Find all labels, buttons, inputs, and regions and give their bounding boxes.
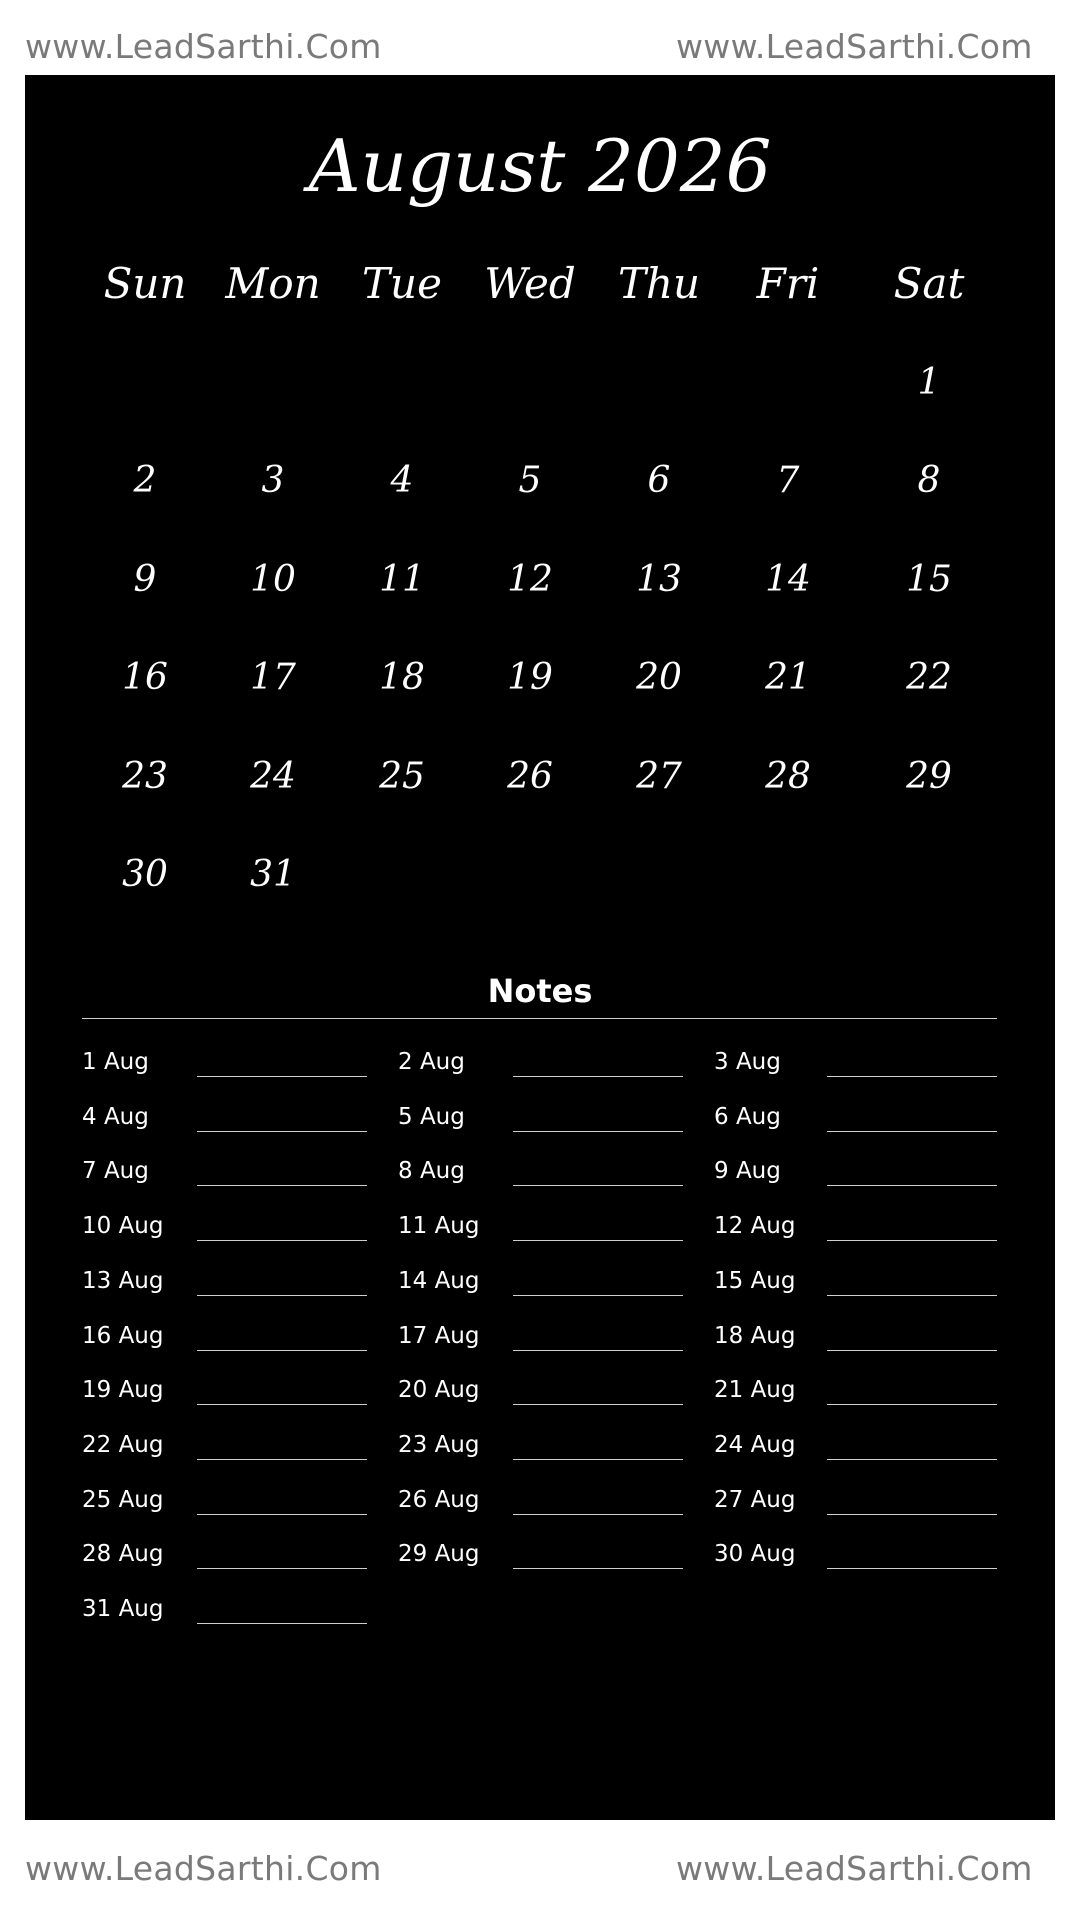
note-write-line [197, 1404, 367, 1405]
calendar-day-25: 25 [379, 756, 425, 797]
note-write-line [827, 1568, 997, 1569]
watermark-top-right: www.LeadSarthi.Com [676, 27, 1033, 66]
calendar-day-20: 20 [636, 657, 682, 698]
notes-title: Notes [487, 972, 593, 1010]
calendar-card [25, 75, 1055, 1820]
notes-divider [82, 1018, 997, 1019]
note-write-line [513, 1185, 683, 1186]
calendar-day-10: 10 [250, 559, 296, 600]
note-date-label: 10 Aug [82, 1213, 164, 1240]
calendar-day-22: 22 [906, 657, 952, 698]
note-write-line [827, 1404, 997, 1405]
note-write-line [197, 1568, 367, 1569]
note-write-line [513, 1514, 683, 1515]
note-date-label: 31 Aug [82, 1596, 164, 1622]
calendar-day-31: 31 [250, 854, 296, 895]
calendar-day-12: 12 [507, 559, 553, 600]
note-date-label: 15 Aug [714, 1267, 796, 1294]
note-write-line [827, 1131, 997, 1132]
note-date-label: 24 Aug [714, 1431, 796, 1458]
calendar-day-30: 30 [122, 854, 168, 895]
weekday-wed: Wed [484, 259, 576, 308]
watermark-top-left: www.LeadSarthi.Com [25, 27, 382, 66]
calendar-day-19: 19 [507, 657, 553, 698]
note-date-label: 28 Aug [82, 1541, 164, 1568]
calendar-day-14: 14 [765, 559, 811, 600]
note-write-line [197, 1185, 367, 1186]
note-date-label: 30 Aug [714, 1541, 796, 1568]
weekday-tue: Tue [362, 259, 442, 308]
note-date-label: 25 Aug [82, 1486, 164, 1513]
note-date-label: 9 Aug [714, 1158, 781, 1185]
note-date-label: 16 Aug [82, 1322, 164, 1349]
note-write-line [513, 1076, 683, 1077]
note-write-line [513, 1240, 683, 1241]
note-date-label: 14 Aug [398, 1267, 480, 1294]
calendar-day-7: 7 [776, 460, 800, 501]
note-write-line [513, 1350, 683, 1351]
note-write-line [197, 1131, 367, 1132]
weekday-mon: Mon [225, 259, 321, 308]
calendar-day-15: 15 [906, 559, 952, 600]
calendar-day-18: 18 [379, 657, 425, 698]
calendar-day-2: 2 [133, 460, 157, 501]
note-date-label: 18 Aug [714, 1322, 796, 1349]
calendar-day-24: 24 [250, 756, 296, 797]
note-date-label: 12 Aug [714, 1213, 796, 1240]
note-date-label: 27 Aug [714, 1486, 796, 1513]
calendar-day-28: 28 [765, 756, 811, 797]
note-date-label: 20 Aug [398, 1377, 480, 1404]
calendar-day-16: 16 [122, 657, 168, 698]
note-date-label: 21 Aug [714, 1377, 796, 1404]
weekday-sun: Sun [103, 259, 187, 308]
calendar-day-8: 8 [917, 460, 941, 501]
calendar-day-13: 13 [636, 559, 682, 600]
weekday-thu: Thu [617, 259, 701, 308]
calendar-day-1: 1 [917, 362, 941, 403]
note-date-label: 1 Aug [82, 1049, 149, 1075]
note-write-line [827, 1459, 997, 1460]
note-write-line [197, 1623, 367, 1624]
watermark-bottom-left: www.LeadSarthi.Com [25, 1849, 382, 1888]
note-date-label: 26 Aug [398, 1486, 480, 1513]
calendar-day-23: 23 [122, 756, 168, 797]
calendar-day-9: 9 [133, 559, 157, 600]
note-date-label: 2 Aug [398, 1049, 465, 1075]
note-date-label: 29 Aug [398, 1541, 480, 1568]
weekday-fri: Fri [756, 259, 820, 308]
calendar-day-5: 5 [518, 460, 542, 501]
note-write-line [513, 1131, 683, 1132]
note-write-line [827, 1240, 997, 1241]
note-date-label: 7 Aug [82, 1158, 149, 1185]
note-write-line [197, 1240, 367, 1241]
calendar-day-27: 27 [636, 756, 682, 797]
note-date-label: 19 Aug [82, 1377, 164, 1404]
calendar-day-21: 21 [765, 657, 811, 698]
calendar-day-29: 29 [906, 756, 952, 797]
note-date-label: 11 Aug [398, 1213, 480, 1240]
note-write-line [513, 1459, 683, 1460]
note-write-line [197, 1514, 367, 1515]
calendar-day-17: 17 [250, 657, 296, 698]
calendar-title: August 2026 [308, 124, 772, 208]
note-date-label: 5 Aug [398, 1103, 465, 1130]
note-write-line [197, 1350, 367, 1351]
calendar-day-4: 4 [390, 460, 414, 501]
note-write-line [513, 1404, 683, 1405]
note-write-line [513, 1295, 683, 1296]
note-date-label: 3 Aug [714, 1049, 781, 1075]
note-date-label: 6 Aug [714, 1103, 781, 1130]
note-write-line [827, 1295, 997, 1296]
calendar-day-3: 3 [261, 460, 285, 501]
note-write-line [513, 1568, 683, 1569]
calendar-day-6: 6 [647, 460, 671, 501]
note-date-label: 22 Aug [82, 1431, 164, 1458]
note-date-label: 8 Aug [398, 1158, 465, 1185]
note-date-label: 13 Aug [82, 1267, 164, 1294]
note-write-line [827, 1350, 997, 1351]
note-date-label: 17 Aug [398, 1322, 480, 1349]
note-write-line [197, 1076, 367, 1077]
calendar-day-26: 26 [507, 756, 553, 797]
note-write-line [197, 1295, 367, 1296]
note-write-line [827, 1185, 997, 1186]
note-write-line [827, 1514, 997, 1515]
note-write-line [827, 1076, 997, 1077]
note-write-line [197, 1459, 367, 1460]
calendar-day-11: 11 [379, 559, 425, 600]
weekday-sat: Sat [893, 259, 965, 308]
note-date-label: 23 Aug [398, 1431, 480, 1458]
watermark-bottom-right: www.LeadSarthi.Com [676, 1849, 1033, 1888]
note-date-label: 4 Aug [82, 1103, 149, 1130]
